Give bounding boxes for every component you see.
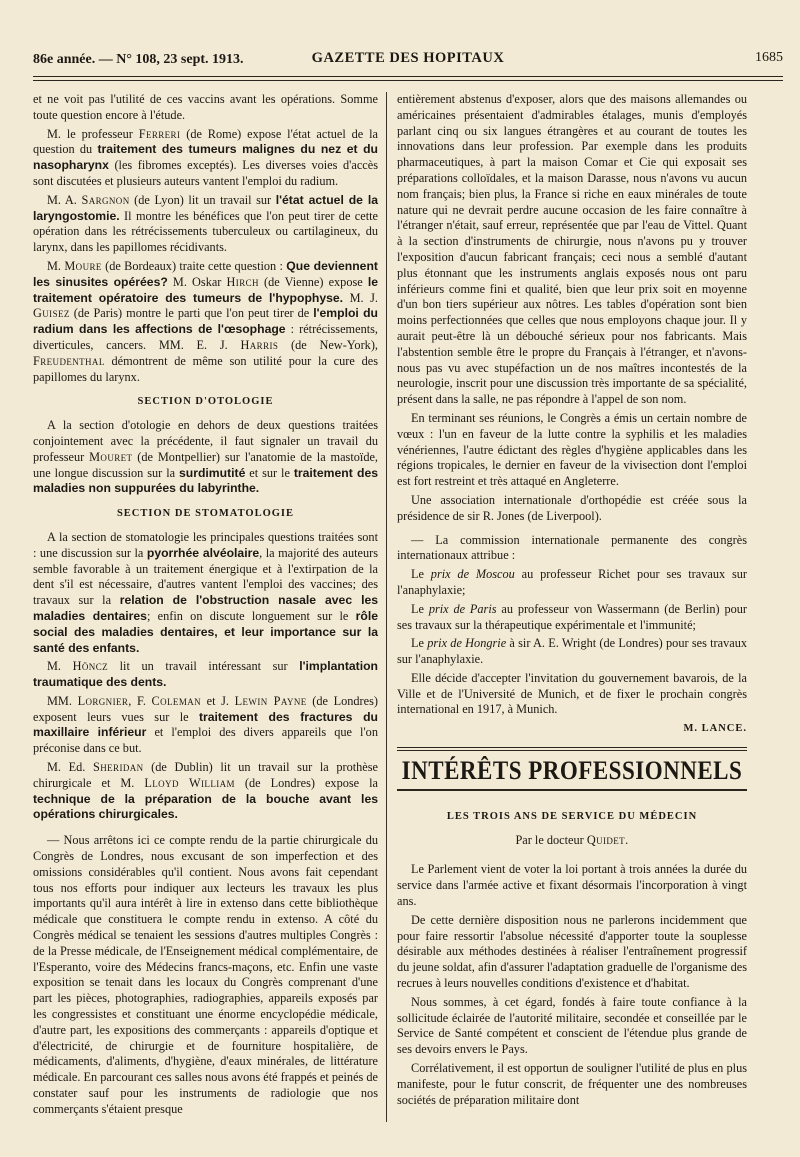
title-rule [397,789,747,791]
paragraph: En terminant ses réunions, le Congrès a émis un certain nombre de vœux : l'un en faveur de la lutte contre la syphilis et les maladies vénériennes, l'autre édictant des règles d'hygiène applicables dans les régions tropicales, le dernier en faveur de la vivisection dont l'emploi est fort restreint et très attaqué en Angleterre. [397,410,747,489]
author-name: Ferreri [138,126,181,141]
author-name: Moure [64,258,102,273]
author-name: Höncz [72,659,109,674]
paragraph: — Nous arrêtons ici ce compte rendu de la partie chirurgicale du Congrès de Londres, nous excusant de son imperfection et des omissions considérables qu'il contient. Nous avons fait cependant tous nos efforts pour indiquer aux lecteurs les travaux les plus importants qu'il aura intérêt à lire in extenso dans cette bibliothèque médicale que constituera le compte rendu in extenso. A côté du Congrès médical se tenaient les sessions d'autres multiples Congrès : de la Presse médicale, de l'Enseignement médical complémentaire, de l'Esperanto, voire des Médecins francs-maçons, etc. Enfin une vaste exposition se tenait dans les locaux du Congrès comprenant d'une part les pièces, photographies, radiographies, appareils exposés par les congressistes et constituant une énorme encyclopédie médicale, d'autre part, les expositions des commerçants : appareils d'optique et d'électricité, de chirurgie et de fourniture hospitalière, de médicaments, d'aliments, d'hygiène, d'eaux minérales, de littérature médicale. En parcourant ces salles nous avons été frappés et peinés de constater sauf pour les instruments de radiologie que nos commerçants s'étaient presque [33,833,378,1116]
paragraph: Corrélativement, il est opportun de souligner l'utilité de plus en plus manifeste, pour le futur conscrit, de fréquenter une des nombreuses sociétés de préparation militaire dont [397,1061,747,1107]
paragraph: M. Höncz lit un travail intéressant sur l'implantation traumatique des dents. [33,659,378,690]
author-name: Quidet. [586,832,629,847]
paragraph: Elle décide d'accepter l'invitation du gouvernement bavarois, de la Ville et de l'Université de Munich, et de fixer le prochain congrès international en 1917, à Munich. [397,670,747,717]
author-name: Hirch [226,274,259,289]
topic-bold: traitement des tumeurs malignes du nez et du nasopharynx [33,142,378,173]
paragraph: Le prix de Hongrie à sir A. E. Wright (de Londres) pour ses travaux sur l'anaphylaxie. [397,636,747,667]
journal-title: GAZETTE DES HOPITAUX [311,50,505,66]
author-name: Guisez [33,306,70,321]
paragraph: A la section d'otologie en dehors de deux questions traitées conjointement avec la précédente, il faut signaler un travail du professeur Mouret (de Montpellier) sur l'anatomie de la mastoïde, une longue discussion sur la surdimutité et sur le traitement des maladies non suppurées du labyrinthe. [33,418,379,496]
topic-bold: Que deviennent les sinusites opérées? [33,258,378,289]
paragraph: M. Moure (de Bordeaux) traite cette question : Que deviennent les sinusites opérées? M. Oskar Hirch (de Vienne) expose le traitement opératoire des tumeurs de l'hypophyse. M. J. Guisez (de Paris) montre le parti que l'on peut tirer de l'emploi du radium dans les affections de l'œsophage : rétrécissements, diverticules, cancers. MM. E. J. Harris (de New-York), Freudenthal démontrent de même son utilité pour la cure des papillomes du larynx. [33,258,379,384]
paragraph: et ne voit pas l'utilité de ces vaccins avant les opérations. Somme toute question encore à l'étude. [33,92,378,122]
author-name: Coleman [151,693,202,708]
topic-bold: l'implantation traumatique des dents. [33,659,378,690]
author-name: Harris [240,337,279,352]
topic-bold: traitement des fractures du maxillaire inférieur [33,709,378,740]
topic-bold: rôle social des maladies dentaires, et leur importance sur la santé des enfants. [33,608,378,655]
topic-bold: le traitement opératoire des tumeurs de l'hypophyse. [33,274,378,305]
paragraph: Nous sommes, à cet égard, fondés à faire toute confiance à la sollicitude éclairée de l'autorité militaire, secondée et conseillée par le Service de Santé compétent et conscient de l'étendue plus grande de ses devoirs envers le Pays. [397,994,747,1057]
prize-name: prix de Paris [428,601,497,616]
column-divider [386,92,387,1122]
paragraph: Le Parlement vient de voter la loi portant à trois années la durée du service dans l'armée active et fixant désormais l'incorporation à vingt ans. [397,862,747,909]
prize-name: prix de Moscou [430,567,515,582]
section-heading-stomatologie: SECTION DE STOMATOLOGIE [116,508,295,520]
topic-bold: l'état actuel de la laryngostomie. [33,192,379,223]
topic-bold: pyorrhée alvéolaire [146,545,260,560]
paragraph: MM. Lorgnier, F. Coleman et J. Lewin Payne (de Londres) exposent leurs vues sur le traitement des fractures du maxillaire inférieur et l'emploi des divers appareils que l'on préconise dans ce but. [33,693,378,756]
left-column [33,92,378,1121]
section-double-rule [397,747,747,751]
right-column [397,92,747,1111]
paragraph: De cette dernière disposition nous ne parlerons incidemment que pour faire ressortir l'absolue nécessité d'apporter toute la souplesse désirable aux méthodes destinées à réaliser l'entraînement progressif du jeune soldat, afin d'assurer l'adaptation graduelle de l'organisme des recrues à leurs nouvelles conditions d'existence et d'habitat. [397,912,747,991]
author-name: Sheridan [93,760,144,775]
header-rule-bottom [33,80,783,81]
paragraph: M. le professeur Ferreri (de Rome) expose l'état actuel de la question du traitement des tumeurs malignes du nez et du nasopharynx (les fibromes exceptés). Les diverses voies d'accès sont discutées et plusieurs auteurs vantent l'emploi du radium. [33,126,378,188]
author-name: Mouret [89,449,133,464]
paragraph: Le prix de Paris au professeur von Wassermann (de Berlin) pour ses travaux sur la thérapeutique expérimentale et l'immunité; [397,601,748,632]
paragraph: Le prix de Moscou au professeur Richet pour ses travaux sur l'anaphylaxie; [397,567,747,597]
paragraph: A la section de stomatologie les principales questions traitées sont : une discussion sur la pyorrhée alvéolaire, la majorité des auteurs semble favorable à un traitement énergique et à l'extirpation de la dent s'il est nécessaire, d'autres vantent l'emploi des vaccines; des travaux sur la relation de l'obstruction nasale avec les maladies dentaires; enfin on discute longuement sur le rôle social des maladies dentaires, et leur importance sur la santé des enfants. [33,529,379,655]
issue-info: 86e année. — N° 108, 23 sept. 1913. [33,52,244,67]
paragraph: M. A. Sargnon (de Lyon) lit un travail sur l'état actuel de la laryngostomie. Il montre les bénéfices que l'on peut tirer de cette opération dans les rétrécissements tuberculeux ou cartilagineux, du larynx, dans les papillomes récidivants. [33,192,379,255]
topic-bold: traitement des maladies non suppurées du labyrinthe. [33,465,379,496]
page-number: 1685 [755,50,783,65]
author-name: Freudenthal [33,353,105,368]
author-name: Lorgnier [77,693,129,708]
author-name: Lewin Payne [234,693,307,708]
paragraph: entièrement abstenus d'exposer, alors que des maisons allemandes ou américaines présentaient d'admirables étalages, munis d'employés parlant cinq ou six langues étrangères et au courant de toutes les innovations dans leur profession. Par exemple dans les produits pharmaceutiques, à part la maison Comar et Cie qui exposait ses préparations colloïdales, et la maison Darasse, nous n'avons vu aucun nom français; bien plus, la France si riche en eaux minérales de toute nature qui ne devrait perdre aucune occasion de les faire connaître à l'étranger n'était, sauf erreur, représentée que par l'eau de Vittel. Quant à la section d'instruments de chirurgie, nous n'avons pu y trouver l'exposition d'aucun fabricant français; ceci nous a semblé d'autant plus étonnant que les instruments anglais exposés nous ont paru inférieurs comme fini et qualité, bien que leur prix soit en moyenne d'un bon tiers supérieur aux nôtres. Les tables d'opération sont bien moins perfectionnées que celles que nous employons chaque jour. Il y aurait peut-être là un débouché sérieux pour nos fabricants. Mais l'abstention semble être le propre du Français à l'étranger, et n'avons-nous pas vu avec stupéfaction un de nos maîtres incontestés de la neurologie, inscrit pour une discussion très importante de sa spécialité, présent dans la salle, ne pas répondre à l'appel de son nom. [397,92,747,407]
section-heading-otologie: SECTION D'OTOLOGIE [137,396,274,408]
byline: Par le docteur Quidet. [515,832,629,847]
author-name: Lloyd William [144,775,235,790]
paragraph: M. Ed. Sheridan (de Dublin) lit un travail sur la prothèse chirurgicale et M. Lloyd William (de Londres) expose la technique de la préparation de la bouche avant les opérations chirurgicales. [33,760,378,822]
page-header [33,50,783,74]
section-title: INTÉRÊTS PROFESSIONNELS [401,756,743,785]
topic-bold: l'emploi du radium dans les affections de l'œsophage [33,306,379,337]
topic-bold: relation de l'obstruction nasale avec les maladies dentaires [33,593,379,623]
topic-bold: technique de la préparation de la bouche avant les opérations chirurgicales. [33,791,378,822]
header-rule-top [33,76,783,77]
topic-bold: surdimutité [179,465,246,480]
paragraph: — La commission internationale permanente des congrès internationaux attribue : [397,532,747,563]
paragraph: Une association internationale d'orthopédie est créée sous la présidence de sir R. Jones (de Liverpool). [397,492,747,523]
signature: M. LANCE. [683,723,747,735]
author-name: Sargnon [81,192,130,207]
prize-name: prix de Hongrie [427,636,507,651]
article-title: LES TROIS ANS DE SERVICE DU MÉDECIN [446,810,698,822]
